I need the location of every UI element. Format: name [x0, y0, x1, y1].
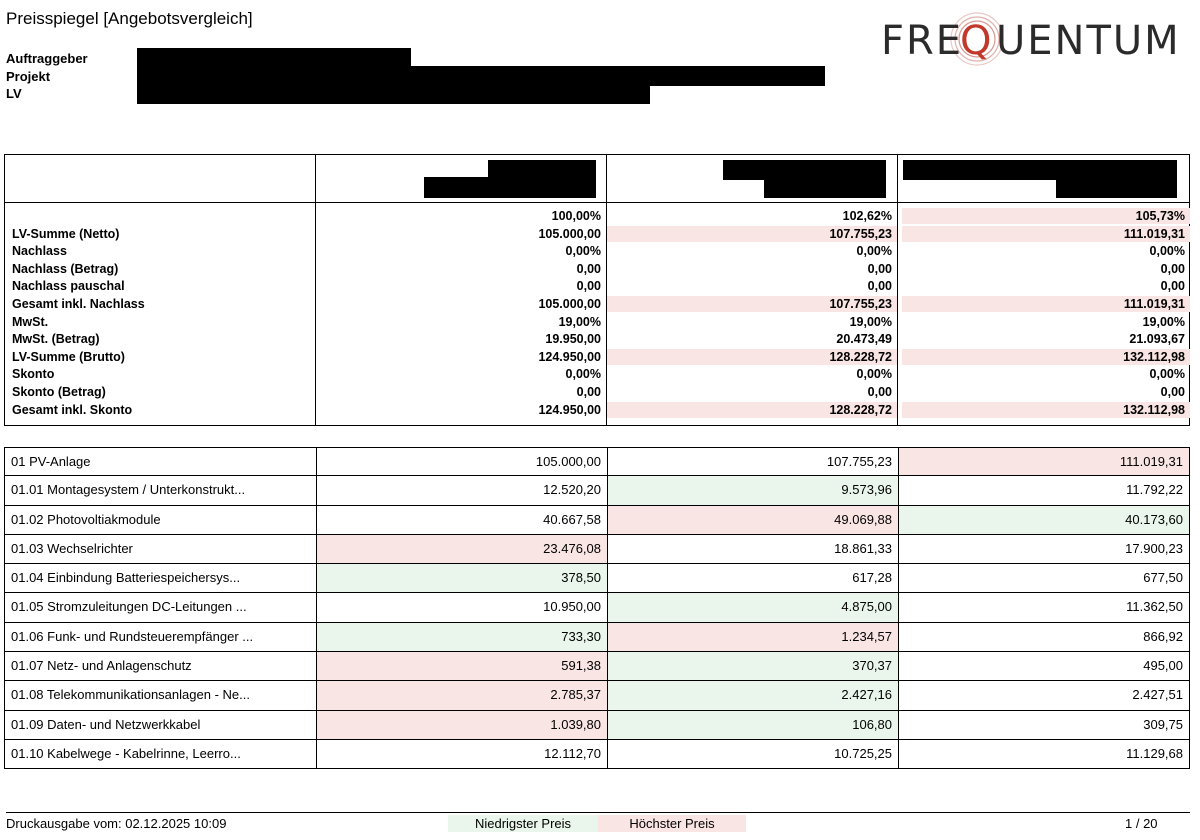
project-meta: [6, 50, 88, 103]
summary-cell-bidder-3: 111.019,31: [902, 296, 1190, 312]
summary-row-label: Gesamt inkl. Nachlass: [12, 296, 145, 311]
position-row: [4, 740, 1190, 769]
summary-row: [6, 208, 1190, 226]
position-label: 01 PV-Anlage: [11, 454, 91, 469]
summary-cell-bidder-1: 19.950,00: [545, 332, 601, 347]
summary-row-label: MwSt.: [12, 314, 49, 329]
summary-cell-bidder-2: 0,00%: [856, 244, 892, 259]
meta-label-lv: LV: [6, 86, 22, 101]
position-cell-bidder-1: 12.112,70: [316, 740, 607, 768]
summary-row: [6, 314, 1190, 332]
summary-row-label: Skonto: [12, 367, 55, 382]
position-row: [4, 476, 1190, 505]
position-cell-bidder-3: 2.427,51: [898, 681, 1190, 709]
position-cell-bidder-3: 111.019,31: [898, 448, 1190, 475]
frequentum-logo: [878, 10, 1188, 68]
summary-cell-bidder-3: 0,00%: [1149, 244, 1185, 259]
position-cell-bidder-1: 591,38: [316, 652, 607, 680]
summary-cell-bidder-2: 0,00: [867, 384, 892, 399]
redacted-bidder-3b: [1056, 176, 1177, 198]
logo-graphic: [878, 10, 1188, 68]
svg-text:FRE: FRE: [881, 18, 964, 64]
summary-cell-bidder-3: 132.112,98: [902, 349, 1190, 365]
summary-cell-bidder-2: 0,00%: [856, 367, 892, 382]
position-cell-bidder-2: 1.234,57: [607, 623, 898, 651]
position-row-left-border: [4, 564, 5, 592]
position-cell-bidder-3: 495,00: [898, 652, 1190, 680]
position-cell-bidder-2: 18.861,33: [607, 535, 898, 563]
position-row-left-border: [4, 711, 5, 739]
summary-cell-bidder-1: 0,00%: [565, 244, 601, 259]
position-row-left-border: [4, 448, 5, 475]
position-row: [4, 623, 1190, 652]
position-cell-bidder-2: 370,37: [607, 652, 898, 680]
summary-row-label: Nachlass: [12, 244, 67, 259]
position-cell-bidder-2: 9.573,96: [607, 476, 898, 504]
position-row-left-border: [4, 593, 5, 621]
position-cell-bidder-2: 49.069,88: [607, 506, 898, 534]
position-cell-bidder-1: 105.000,00: [316, 448, 607, 475]
position-cell-bidder-1: 733,30: [316, 623, 607, 651]
print-date: Druckausgabe vom: 02.12.2025 10:09: [6, 816, 227, 831]
position-label: 01.10 Kabelwege - Kabelrinne, Leerro...: [11, 745, 241, 761]
meta-label-auftraggeber: Auftraggeber: [6, 51, 88, 66]
position-cell-bidder-3: 17.900,23: [898, 535, 1190, 563]
summary-row: [6, 243, 1190, 261]
meta-label-projekt: Projekt: [6, 68, 51, 84]
summary-row: [6, 226, 1190, 244]
summary-cell-bidder-1: 19,00%: [558, 314, 601, 329]
summary-row: [6, 349, 1190, 367]
summary-cell-bidder-1: 0,00: [576, 261, 601, 276]
page-number: 1 / 20: [1125, 816, 1158, 831]
redacted-bidder-1b: [424, 177, 494, 198]
summary-cell-bidder-3: 0,00%: [1149, 367, 1185, 382]
legend-lowest-price: Niedrigster Preis: [448, 815, 598, 832]
svg-text:UENTUM: UENTUM: [996, 18, 1181, 64]
position-row-left-border: [4, 476, 5, 504]
position-row-left-border: [4, 623, 5, 651]
position-cell-bidder-2: 107.755,23: [607, 448, 898, 475]
position-cell-bidder-3: 40.173,60: [898, 506, 1190, 534]
summary-cell-bidder-3: 132.112,98: [902, 402, 1190, 418]
summary-cell-bidder-2: 128.228,72: [607, 349, 897, 365]
position-label: 01.03 Wechselrichter: [11, 540, 133, 556]
summary-cell-bidder-3: 105,73%: [902, 208, 1190, 224]
position-row: [4, 681, 1190, 710]
position-cell-bidder-2: 10.725,25: [607, 740, 898, 768]
summary-row-label: Nachlass pauschal: [12, 279, 125, 294]
summary-cell-bidder-1: 0,00%: [565, 367, 601, 382]
summary-row-label: MwSt. (Betrag): [12, 332, 100, 347]
footer-divider: [6, 812, 1190, 813]
summary-cell-bidder-2: 107.755,23: [607, 296, 897, 312]
summary-row: [6, 296, 1190, 314]
summary-cell-bidder-3: 0,00: [1160, 279, 1185, 294]
position-cell-bidder-1: 2.785,37: [316, 681, 607, 709]
summary-table: [6, 208, 1190, 419]
redacted-bidder-1: [488, 160, 596, 198]
position-row: [4, 535, 1190, 564]
summary-row: [6, 261, 1190, 279]
summary-row: [6, 366, 1190, 384]
position-cell-bidder-2: 2.427,16: [607, 681, 898, 709]
position-cell-bidder-3: 677,50: [898, 564, 1190, 592]
redacted-lv: [137, 84, 650, 104]
summary-row: [6, 331, 1190, 349]
position-row-left-border: [4, 740, 5, 768]
summary-cell-bidder-2: 0,00: [867, 279, 892, 294]
summary-cell-bidder-2: 0,00: [867, 261, 892, 276]
summary-cell-bidder-1: 0,00: [576, 279, 601, 294]
position-label: 01.08 Telekommunikationsanlagen - Ne...: [11, 687, 250, 703]
summary-cell-bidder-1: 105.000,00: [538, 296, 601, 311]
summary-row: [6, 402, 1190, 420]
footer: [0, 812, 1200, 840]
summary-cell-bidder-1: 100,00%: [551, 209, 601, 223]
summary-cell-bidder-2: 128.228,72: [607, 402, 897, 418]
summary-row: [6, 384, 1190, 402]
summary-cell-bidder-1: 124.950,00: [538, 349, 601, 364]
summary-row-label: LV-Summe (Netto): [12, 226, 120, 241]
redacted-auftraggeber: [137, 48, 411, 68]
position-cell-bidder-3: 11.792,22: [898, 476, 1190, 504]
summary-row-label: Nachlass (Betrag): [12, 261, 119, 276]
position-cell-bidder-1: 1.039,80: [316, 711, 607, 739]
summary-cell-bidder-1: 105.000,00: [538, 226, 601, 241]
position-row-left-border: [4, 506, 5, 534]
summary-row-label: Skonto (Betrag): [12, 384, 106, 399]
summary-row-label: Gesamt inkl. Skonto: [12, 402, 133, 417]
position-cell-bidder-2: 617,28: [607, 564, 898, 592]
summary-cell-bidder-2: 19,00%: [849, 314, 892, 329]
position-row: [4, 593, 1190, 622]
svg-text:Q: Q: [960, 18, 992, 64]
position-cell-bidder-1: 40.667,58: [316, 506, 607, 534]
position-cell-bidder-3: 11.129,68: [898, 740, 1190, 768]
position-row: [4, 711, 1190, 740]
position-label: 01.01 Montagesystem / Unterkonstrukt...: [11, 482, 246, 498]
summary-cell-bidder-3: 111.019,31: [902, 226, 1190, 242]
legend-highest-price: Höchster Preis: [598, 815, 746, 832]
position-cell-bidder-1: 10.950,00: [316, 593, 607, 621]
position-label: 01.06 Funk- und Rundsteuerempfänger ...: [11, 628, 254, 644]
summary-cell-bidder-3: 0,00: [1160, 384, 1185, 399]
position-row: [4, 447, 1190, 476]
position-label: 01.05 Stromzuleitungen DC-Leitungen ...: [11, 599, 247, 615]
position-row: [4, 652, 1190, 681]
summary-cell-bidder-2: 20.473,49: [836, 332, 892, 347]
position-row: [4, 506, 1190, 535]
position-row: [4, 564, 1190, 593]
summary-cell-bidder-2: 107.755,23: [607, 226, 897, 242]
summary-row-label: LV-Summe (Brutto): [12, 349, 125, 364]
summary-cell-bidder-2: 102,62%: [842, 209, 892, 223]
summary-cell-bidder-1: 124.950,00: [538, 402, 601, 417]
summary-header-divider: [4, 202, 1190, 203]
summary-cell-bidder-3: 19,00%: [1142, 314, 1185, 329]
position-cell-bidder-2: 4.875,00: [607, 593, 898, 621]
position-label: 01.04 Einbindung Batteriespeichersys...: [11, 570, 241, 586]
position-label: 01.02 Photovoltiakmodule: [11, 511, 161, 527]
summary-row: [6, 278, 1190, 296]
position-row-left-border: [4, 652, 5, 680]
position-cell-bidder-3: 11.362,50: [898, 593, 1190, 621]
position-cell-bidder-2: 106,80: [607, 711, 898, 739]
position-row-left-border: [4, 535, 5, 563]
position-cell-bidder-3: 866,92: [898, 623, 1190, 651]
redacted-bidder-2b: [764, 176, 886, 198]
summary-cell-bidder-3: 21.093,67: [1129, 332, 1185, 347]
position-label: 01.07 Netz- und Anlagenschutz: [11, 658, 192, 674]
position-row-left-border: [4, 681, 5, 709]
summary-cell-bidder-3: 0,00: [1160, 261, 1185, 276]
position-cell-bidder-1: 23.476,08: [316, 535, 607, 563]
position-label: 01.09 Daten- und Netzwerkkabel: [11, 716, 201, 732]
position-cell-bidder-1: 12.520,20: [316, 476, 607, 504]
redacted-projekt: [137, 66, 825, 86]
position-cell-bidder-1: 378,50: [316, 564, 607, 592]
position-cell-bidder-3: 309,75: [898, 711, 1190, 739]
page-title: Preisspiegel [Angebotsvergleich]: [6, 9, 253, 28]
positions-table: [4, 447, 1190, 769]
summary-cell-bidder-1: 0,00: [576, 384, 601, 399]
